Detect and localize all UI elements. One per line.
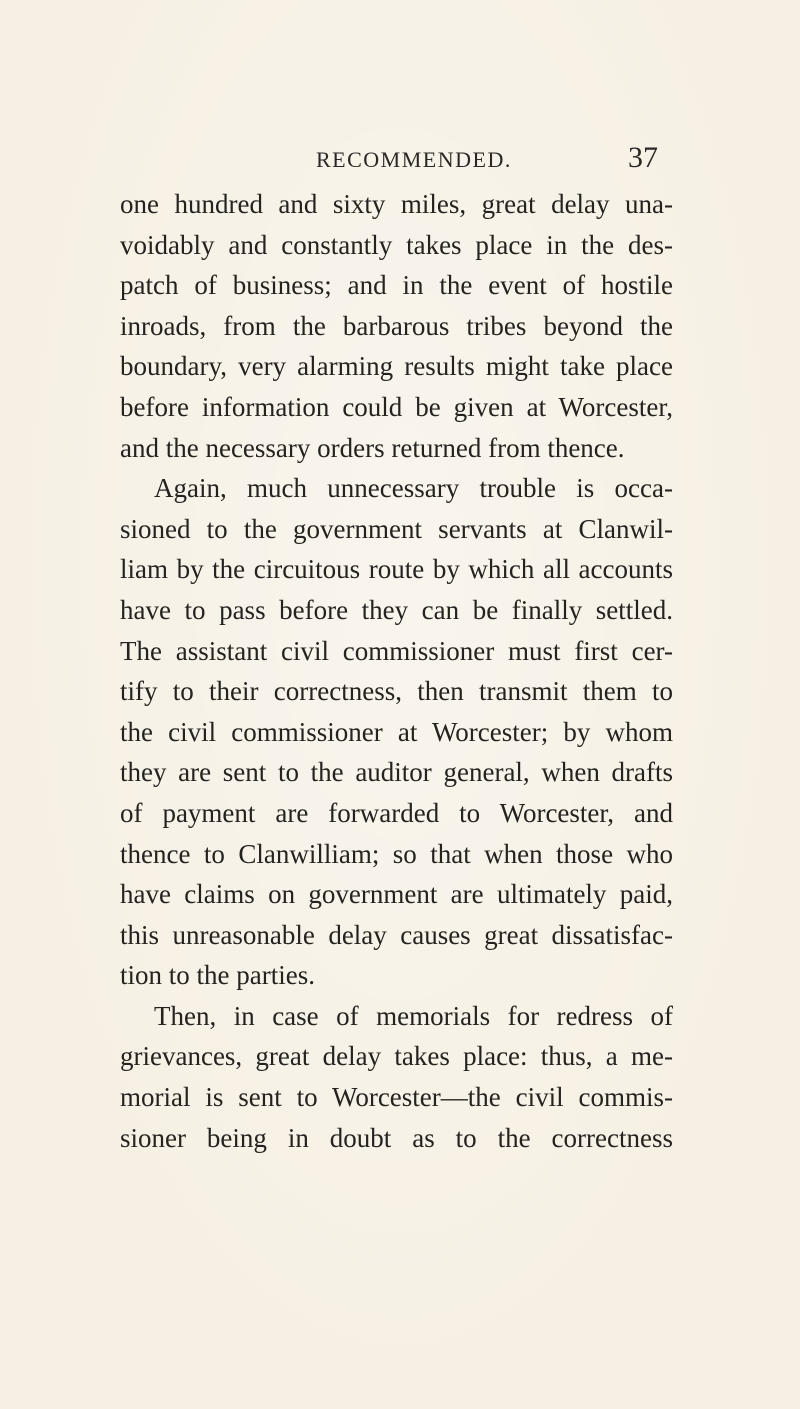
text-line: patch of business; and in the event of hostile bbox=[120, 270, 673, 301]
text-line: liam by the circuitous route by which all accounts bbox=[120, 554, 673, 585]
text-line: Again, much unnecessary trouble is occa- bbox=[154, 473, 673, 504]
body-text bbox=[120, 184, 673, 1158]
text-line: tify to their correctness, then transmit them to bbox=[120, 676, 673, 707]
page-header bbox=[0, 143, 800, 183]
text-line: grievances, great delay takes place: thus, a me- bbox=[120, 1041, 673, 1072]
text-line: sioner being in doubt as to the correctness bbox=[120, 1122, 673, 1153]
running-head: RECOMMENDED. bbox=[316, 147, 512, 172]
text-line: thence to Clanwilliam; so that when those who bbox=[120, 838, 673, 869]
text-line: inroads, from the barbarous tribes beyond the bbox=[120, 310, 673, 341]
text-line: voidably and constantly takes place in the des- bbox=[120, 229, 673, 260]
text-line: The assistant civil commissioner must first cer- bbox=[120, 635, 673, 666]
text-line: have claims on government are ultimately paid, bbox=[120, 879, 673, 910]
text-line: sioned to the government servants at Clanwil- bbox=[120, 513, 673, 544]
text-line: and the necessary orders returned from thence. bbox=[120, 432, 625, 463]
text-line: boundary, very alarming results might take place bbox=[120, 351, 673, 382]
text-line: before information could be given at Worcester, bbox=[120, 391, 673, 422]
text-line: Then, in case of memorials for redress of bbox=[154, 1000, 673, 1031]
page-number: 37 bbox=[628, 141, 658, 174]
text-line: morial is sent to Worcester—the civil commis- bbox=[120, 1082, 673, 1113]
text-line: have to pass before they can be finally settled. bbox=[120, 594, 673, 625]
text-line: they are sent to the auditor general, when drafts bbox=[120, 757, 673, 788]
text-line: this unreasonable delay causes great dissatisfac- bbox=[120, 919, 673, 950]
text-line: the civil commissioner at Worcester; by whom bbox=[120, 716, 673, 747]
text-line: one hundred and sixty miles, great delay una- bbox=[120, 189, 673, 219]
text-line: tion to the parties. bbox=[120, 960, 315, 991]
text-line: of payment are forwarded to Worcester, and bbox=[120, 797, 673, 828]
